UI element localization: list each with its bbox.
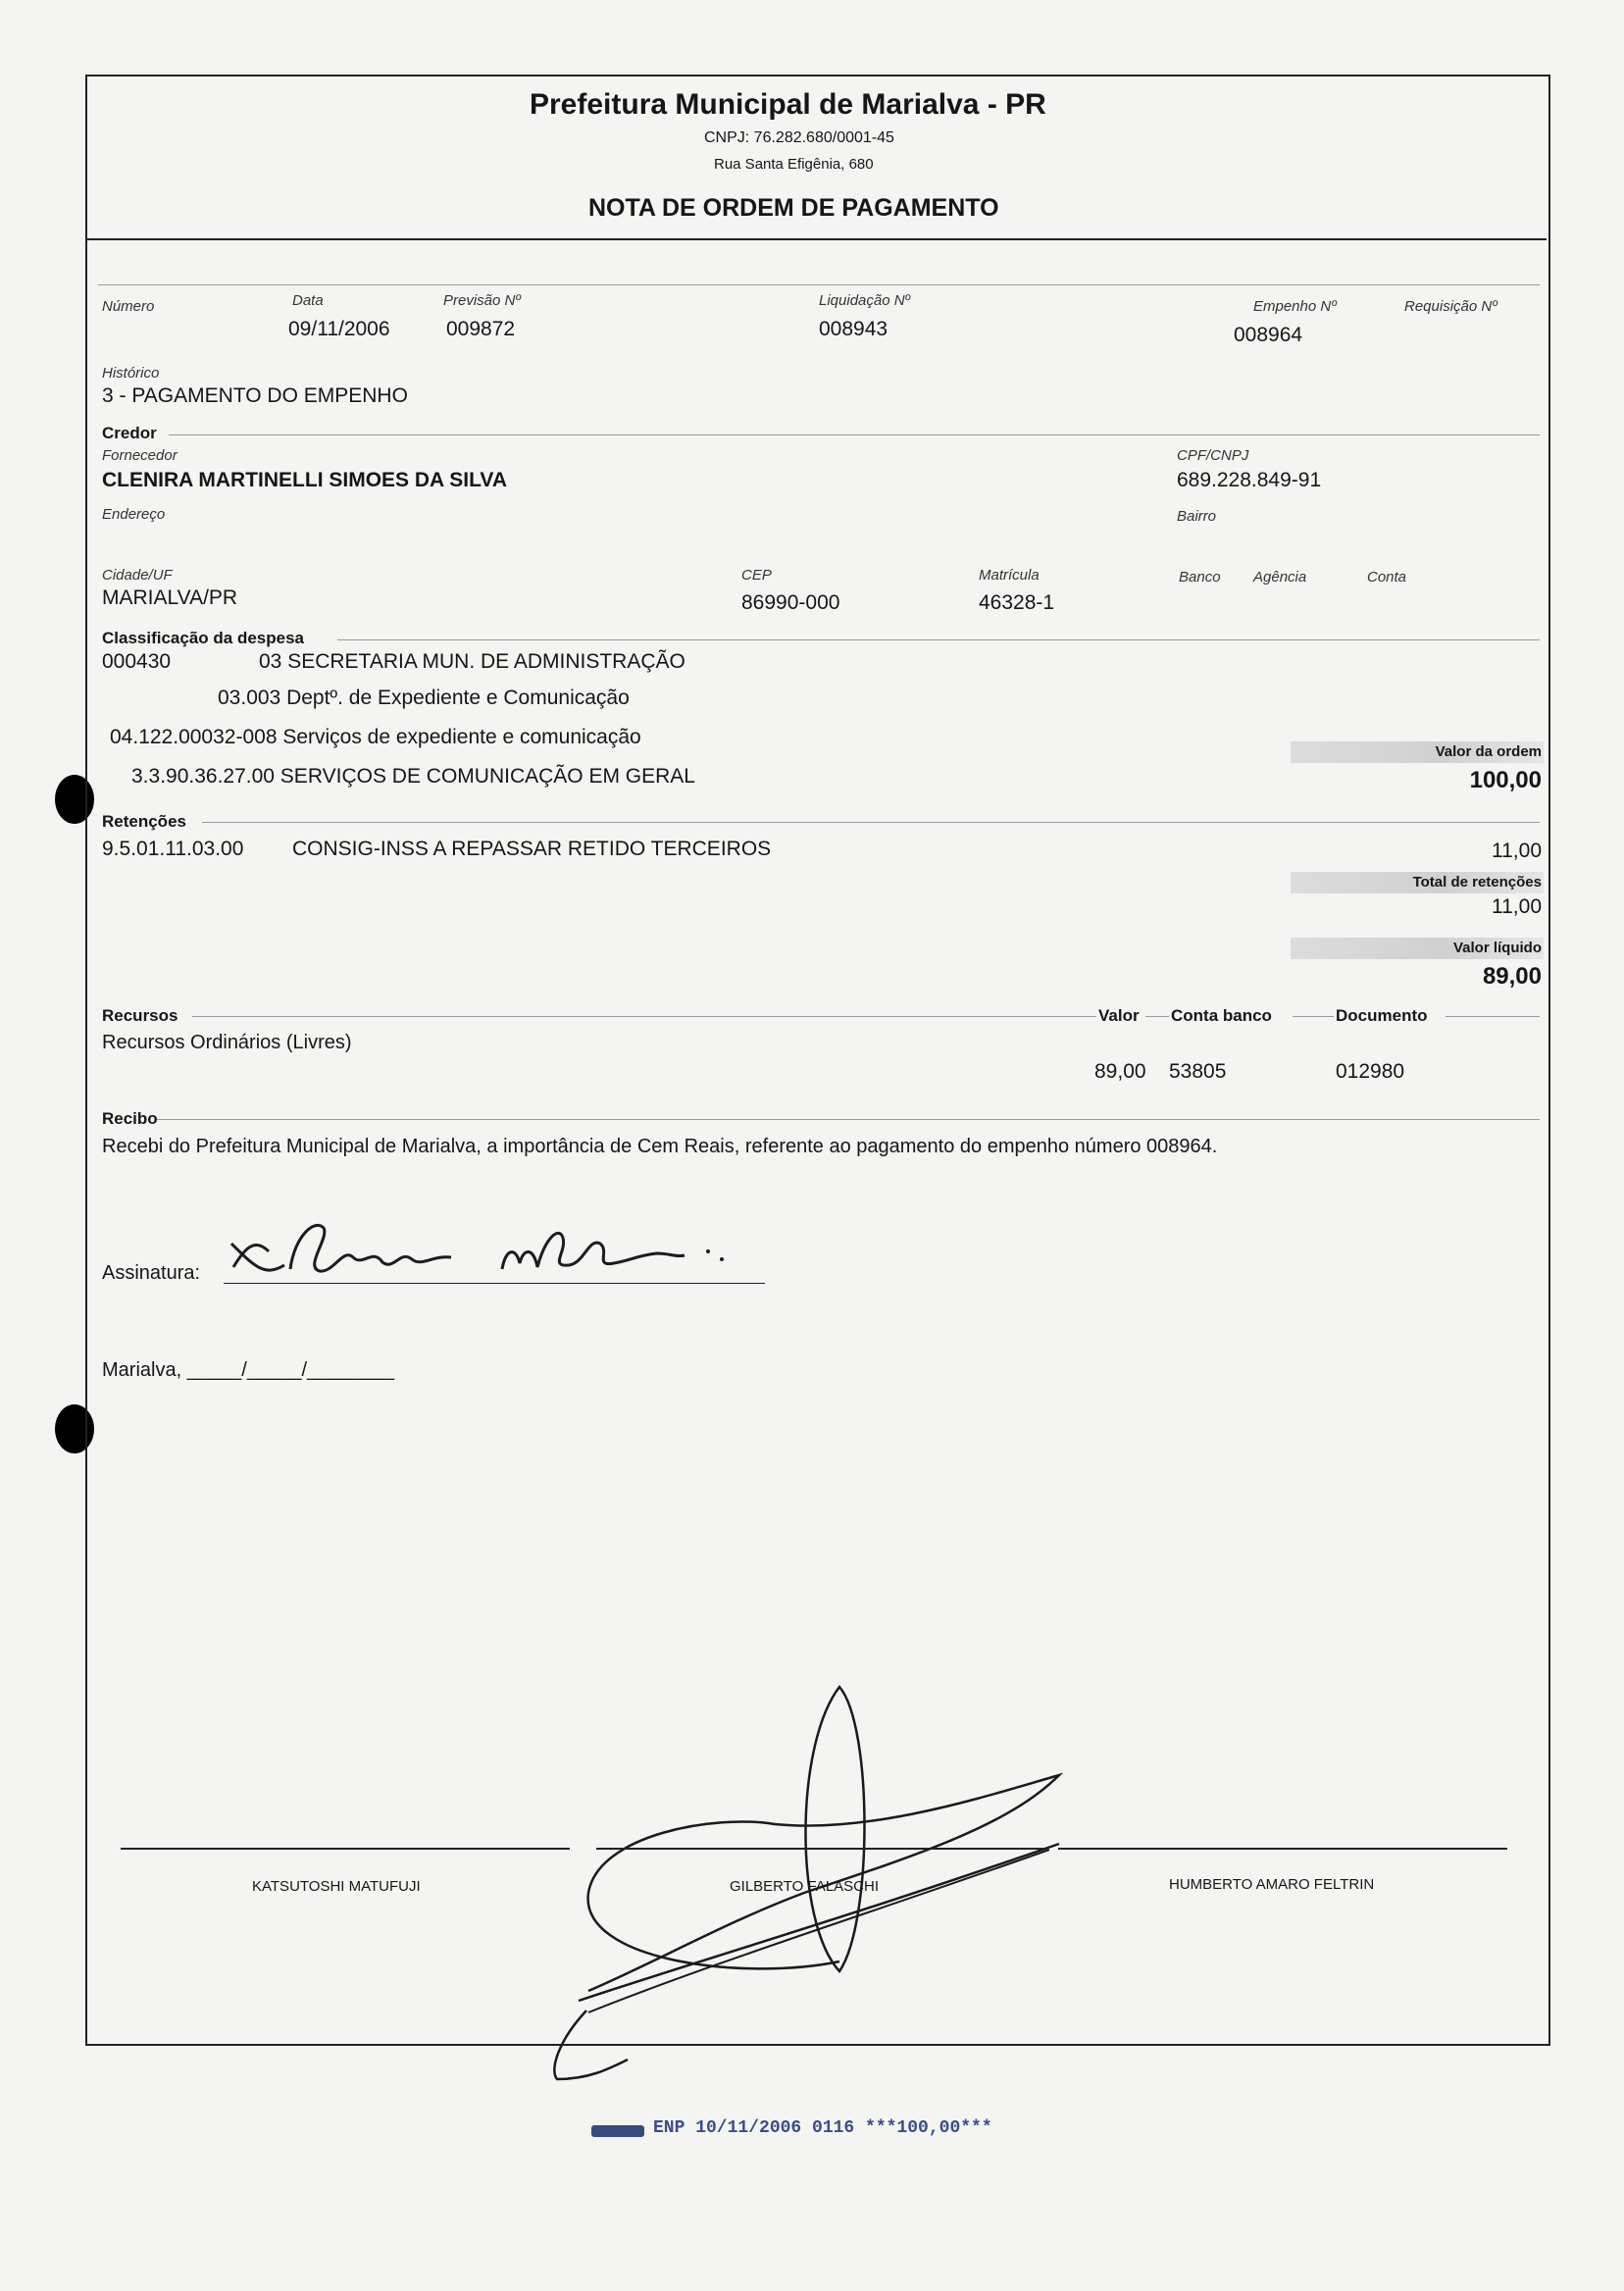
assinatura-label: Assinatura: (102, 1262, 201, 1284)
credor-section: Credor (102, 424, 157, 442)
local-date: Marialva, _____/_____/________ (102, 1359, 395, 1381)
agencia-label: Agência (1253, 569, 1307, 585)
matricula-value: 46328-1 (979, 591, 1055, 614)
retencoes-rule (202, 822, 1540, 823)
previsao-label: Previsão Nº (443, 292, 521, 309)
recibo-rule (157, 1119, 1540, 1120)
total-retencoes-label: Total de retenções (1412, 874, 1542, 891)
historico-label: Histórico (102, 365, 160, 382)
cep-label: CEP (741, 567, 772, 584)
classificacao-section: Classificação da despesa (102, 629, 305, 647)
recursos-conta-label: Conta banco (1171, 1006, 1272, 1025)
liquidacao-label: Liquidação Nº (819, 292, 911, 309)
total-retencoes-value: 11,00 (1492, 895, 1542, 918)
retencao-code: 9.5.01.11.03.00 (102, 838, 244, 860)
classificacao-orgao: 03 SECRETARIA MUN. DE ADMINISTRAÇÃO (259, 650, 685, 673)
recursos-valor: 89,00 (1094, 1060, 1146, 1083)
retencao-desc: CONSIG-INSS A REPASSAR RETIDO TERCEIROS (292, 838, 772, 860)
handwritten-signature-creditor (226, 1208, 775, 1287)
data-label: Data (292, 292, 324, 309)
recursos-rule-3 (1293, 1016, 1334, 1017)
numero-label: Número (102, 298, 155, 315)
recibo-text: Recebi do Prefeitura Municipal de Marialva, a importância de Cem Reais, referente ao pagamento do empenho número 008964. (102, 1136, 1218, 1157)
header-divider (85, 238, 1547, 240)
previsao-value: 009872 (446, 318, 516, 340)
signature-line-3 (1058, 1848, 1507, 1850)
conta-label: Conta (1367, 569, 1407, 585)
requisicao-label: Requisição Nº (1404, 298, 1497, 315)
retencoes-section: Retenções (102, 812, 186, 831)
signature-line-1 (121, 1848, 570, 1850)
valor-liquido-label: Valor líquido (1452, 940, 1542, 956)
retencao-value: 11,00 (1492, 840, 1542, 862)
classificacao-rule (337, 639, 1540, 640)
empenho-value: 008964 (1234, 324, 1303, 346)
cnpj-text: CNPJ: 76.282.680/0001-45 (704, 129, 894, 146)
authentication-stamp: ENP 10/11/2006 0116 ***100,00*** (653, 2118, 992, 2138)
recibo-section: Recibo (102, 1109, 158, 1128)
classificacao-funcional: 04.122.00032-008 Serviços de expediente e comunicação (110, 726, 641, 748)
recursos-rule (192, 1016, 1096, 1017)
recursos-rule-2 (1145, 1016, 1169, 1017)
recursos-rule-4 (1446, 1016, 1540, 1017)
cidade-label: Cidade/UF (102, 567, 173, 584)
bank-logo (591, 2125, 644, 2137)
document-title: NOTA DE ORDEM DE PAGAMENTO (588, 194, 999, 222)
page-title: Prefeitura Municipal de Marialva - PR (530, 88, 1046, 121)
classificacao-code: 000430 (102, 650, 172, 673)
empenho-label: Empenho Nº (1253, 298, 1337, 315)
liquidacao-value: 008943 (819, 318, 888, 340)
valor-liquido-value: 89,00 (1482, 963, 1542, 990)
recursos-valor-label: Valor (1098, 1006, 1140, 1025)
recursos-doc-label: Documento (1336, 1006, 1428, 1025)
bairro-label: Bairro (1177, 508, 1217, 525)
signatory-1: KATSUTOSHI MATUFUJI (252, 1878, 421, 1895)
credor-rule (169, 434, 1540, 435)
fornecedor-label: Fornecedor (102, 447, 178, 464)
fornecedor-value: CLENIRA MARTINELLI SIMOES DA SILVA (102, 469, 507, 491)
classificacao-elemento: 3.3.90.36.27.00 SERVIÇOS DE COMUNICAÇÃO EM GERAL (131, 765, 695, 788)
endereco-label: Endereço (102, 506, 166, 523)
banco-label: Banco (1179, 569, 1221, 585)
cidade-value: MARIALVA/PR (102, 586, 238, 609)
classificacao-unidade: 03.003 Deptº. de Expediente e Comunicação (218, 687, 630, 709)
signatory-2: GILBERTO FALASCHI (730, 1878, 879, 1895)
recursos-source: Recursos Ordinários (Livres) (102, 1032, 352, 1053)
valor-ordem-label: Valor da ordem (1435, 743, 1542, 760)
valor-ordem-value: 100,00 (1469, 767, 1542, 793)
recursos-documento: 012980 (1336, 1060, 1405, 1083)
address-text: Rua Santa Efigênia, 680 (714, 156, 874, 173)
cpf-value: 689.228.849-91 (1177, 469, 1322, 491)
data-value: 09/11/2006 (288, 318, 390, 340)
ids-top-rule (98, 284, 1540, 285)
signature-line-2 (596, 1848, 1047, 1850)
cep-value: 86990-000 (741, 591, 840, 614)
signatory-3: HUMBERTO AMARO FELTRIN (1169, 1876, 1375, 1893)
matricula-label: Matrícula (979, 567, 1040, 584)
cpf-label: CPF/CNPJ (1177, 447, 1249, 464)
recursos-section: Recursos (102, 1006, 178, 1025)
historico-value: 3 - PAGAMENTO DO EMPENHO (102, 384, 408, 407)
recursos-conta: 53805 (1169, 1060, 1227, 1083)
